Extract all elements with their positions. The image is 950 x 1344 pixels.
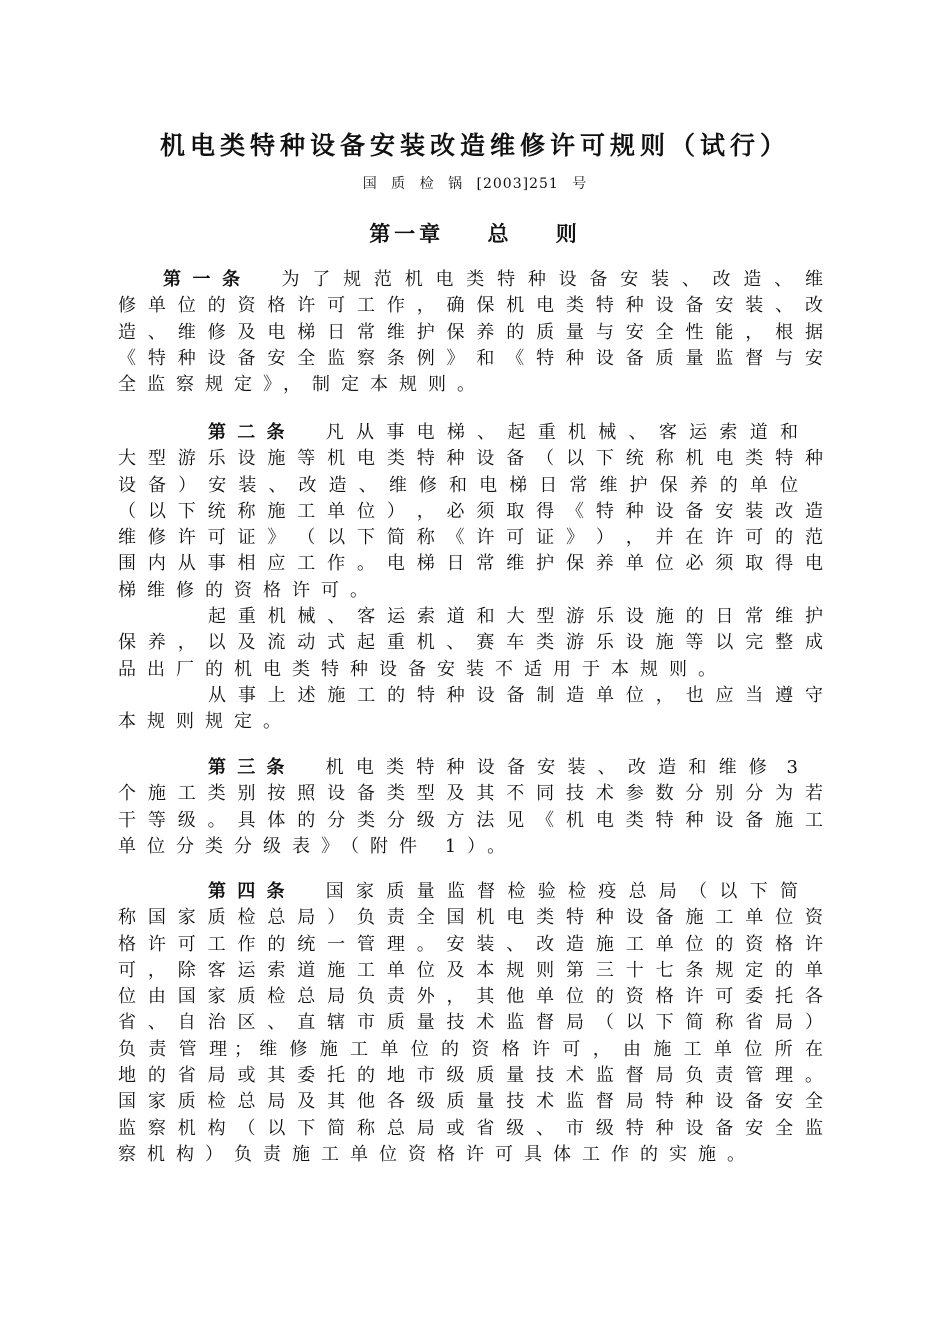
article-text-line: 地 的 省 局 或 其 委 托 的 地 市 级 质 量 技 术 监 督 局 负 责 管 理 。 — [118, 1065, 823, 1087]
article-text-line: 造 、 维 修 及 电 梯 日 常 维 护 保 养 的 质 量 与 安 全 性 能 ， 根 据 — [118, 321, 823, 343]
article-text-line: 个 施 工 类 别 按 照 设 备 类 型 及 其 不 同 技 术 参 数 分 别 分 为 若 — [118, 783, 823, 805]
article-text-line: 从 事 上 述 施 工 的 特 种 设 备 制 造 单 位 ， 也 应 当 遵 守 — [208, 684, 823, 706]
document-number: 国 质 检 锅 [2003]251 号 — [362, 176, 588, 192]
article-text-line: 梯维修的资格许可。 — [118, 579, 379, 601]
article-4 — [118, 879, 823, 1168]
article-text-line: 全监察规定》，制定本规则。 — [118, 374, 486, 396]
article-text-line: 位 由 国 家 质 检 总 局 负 责 外 ， 其 他 单 位 的 资 格 许 可 委 托 各 — [118, 986, 823, 1008]
article-1 — [118, 267, 823, 398]
article-text-line: 负 责 管 理 ； 维 修 施 工 单 位 的 资 格 许 可 ， 由 施 工 单 位 所 在 — [118, 1038, 823, 1060]
article-text-line: 本规则规定。 — [118, 711, 292, 733]
article-text-line: 为 了 规 范 机 电 类 特 种 设 备 安 装 、 改 造 、 维 — [281, 269, 823, 290]
article-text-line: 围 内 从 事 相 应 工 作 。 电 梯 日 常 维 护 保 养 单 位 必 须 取 得 电 — [118, 553, 823, 575]
article-text-line: 称 国 家 质 检 总 局 ） 负 责 全 国 机 电 类 特 种 设 备 施 工 单 位 资 — [118, 907, 823, 929]
chapter-heading: 第一章 总 则 — [369, 222, 581, 246]
article-text-line: 省 、 自 治 区 、 直 辖 市 质 量 技 术 监 督 局 （ 以 下 简 称 省 局 ） — [118, 1012, 823, 1034]
article-text-line: 大 型 游 乐 设 施 等 机 电 类 特 种 设 备 （ 以 下 统 称 机 电 类 特 种 — [118, 448, 823, 470]
article-text-line: 起 重 机 械 、 客 运 索 道 和 大 型 游 乐 设 施 的 日 常 维 护 — [208, 606, 823, 628]
article-text-line: 可 ， 除 客 运 索 道 施 工 单 位 及 本 规 则 第 三 十 七 条 规 定 的 单 — [118, 959, 823, 981]
article-text-line: 国 家 质 量 监 督 检 验 检 疫 总 局 （ 以 下 简 — [325, 881, 799, 902]
article-2 — [118, 420, 823, 736]
article-text-line: 察机构）负责施工单位资格许可具体工作的实施。 — [118, 1143, 756, 1165]
article-label: 第一条 — [163, 269, 252, 290]
article-text-line: （ 以 下 统 称 施 工 单 位 ） ， 必 须 取 得 《 特 种 设 备 安 装 改 造 — [118, 500, 823, 522]
article-label: 第四条 — [208, 881, 296, 902]
document-title: 机电类特种设备安装改造维修许可规则（试行） — [159, 131, 790, 160]
article-text-line: 品出厂的机电类特种设备安装不适用于本规则。 — [118, 658, 727, 680]
article-text-line: 保 养 ， 以 及 流 动 式 起 重 机 、 赛 车 类 游 乐 设 施 等 以 完 整 成 — [118, 632, 823, 654]
article-text-line: 单位分类分级表》（附件 1）。 — [118, 835, 517, 857]
article-text-line: 修 单 位 的 资 格 许 可 工 作 ， 确 保 机 电 类 特 种 设 备 安 装 、 改 — [118, 295, 823, 317]
article-text-line: 维 修 许 可 证 》 （ 以 下 简 称 《 许 可 证 》 ） ， 并 在 许 可 的 范 — [118, 527, 823, 549]
article-label: 第二条 — [208, 422, 296, 443]
article-text-line: 国 家 质 检 总 局 及 其 他 各 级 质 量 技 术 监 督 局 特 种 设 备 安 全 — [118, 1091, 823, 1113]
article-3 — [118, 755, 823, 860]
article-text-line: 格 许 可 工 作 的 统 一 管 理 。 安 装 、 改 造 施 工 单 位 的 资 格 许 — [118, 933, 823, 955]
article-text-line: 监 察 机 构 （ 以 下 简 称 总 局 或 省 级 、 市 级 特 种 设 备 安 全 监 — [118, 1117, 823, 1139]
article-label: 第三条 — [208, 757, 296, 778]
article-text-line: 《 特 种 设 备 安 全 监 察 条 例 》 和 《 特 种 设 备 质 量 监 督 与 安 — [118, 347, 823, 369]
article-text-line: 设 备 ） 安 装 、 改 造 、 维 修 和 电 梯 日 常 维 护 保 养 的 单 位 — [118, 474, 798, 496]
article-text-line: 干 等 级 。 具 体 的 分 类 分 级 方 法 见 《 机 电 类 特 种 设 备 施 工 — [118, 809, 823, 831]
article-text-line: 机 电 类 特 种 设 备 安 装 、 改 造 和 维 修 3 — [325, 757, 798, 778]
article-text-line: 凡 从 事 电 梯 、 起 重 机 械 、 客 运 索 道 和 — [325, 422, 799, 443]
